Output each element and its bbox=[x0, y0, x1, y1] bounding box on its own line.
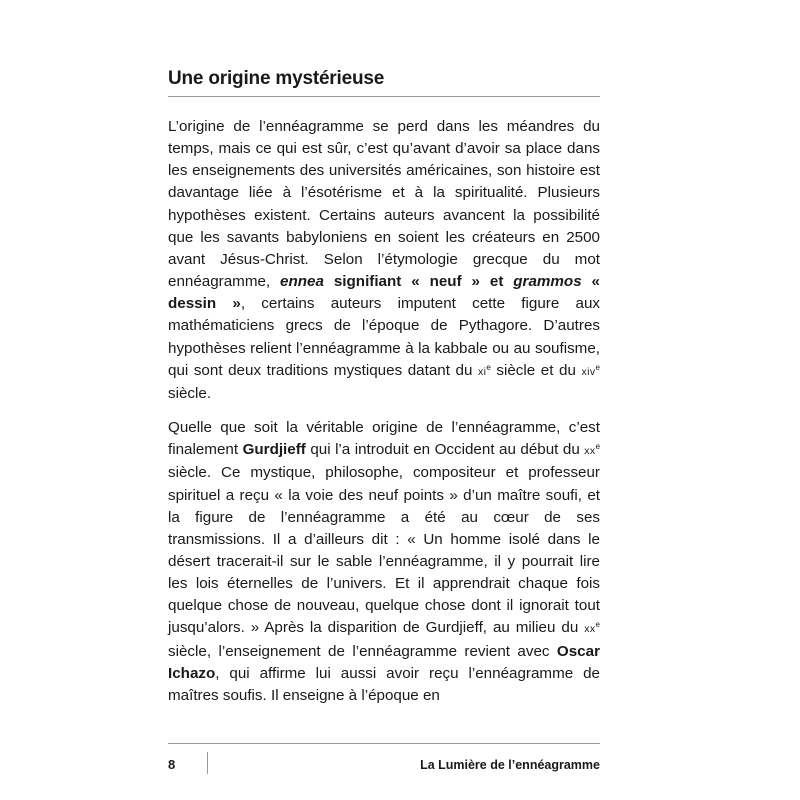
ordinal-suffix: e bbox=[595, 442, 601, 452]
text-run: qui l’a introduit en Occident au début du bbox=[305, 441, 585, 459]
ordinal-suffix: e bbox=[595, 620, 600, 630]
paragraph-gurdjieff bbox=[168, 417, 600, 707]
paragraph-origin bbox=[168, 116, 600, 405]
ordinal-suffix: e bbox=[595, 362, 600, 372]
meaning-neuf: signifiant « neuf » bbox=[323, 273, 480, 291]
meaning-dessin: « dessin » bbox=[168, 273, 600, 313]
text-run: , qui affirme lui aussi avoir reçu l’ennéagramme de maîtres soufis. Il enseigne à l’époque en bbox=[168, 664, 600, 704]
text-run: , certains auteurs imputent cette figure aux mathématiciens grecs de l’époque de Pythagore. D’autres hypothèses relient l’ennéagramme à la kabbale ou au soufisme, qui sont deux traditions mystiques datant du bbox=[168, 295, 601, 379]
running-book-title: La Lumière de l’ennéagramme bbox=[420, 758, 600, 772]
century-numeral: xi bbox=[477, 365, 487, 378]
text-run: Quelle que soit la véritable origine de l’ennéagramme, c’est finalement bbox=[168, 419, 600, 459]
footer-divider bbox=[207, 752, 208, 774]
page-content bbox=[168, 66, 600, 707]
text-run: siècle et du bbox=[490, 361, 582, 379]
page-number: 8 bbox=[168, 757, 176, 772]
name-gurdjieff: Gurdjieff bbox=[242, 441, 306, 459]
section-title: Une origine mystérieuse bbox=[168, 66, 600, 97]
text-run: siècle, l’enseignement de l’ennéagramme revient avec bbox=[168, 642, 557, 660]
name-oscar-ichazo: Oscar Ichazo bbox=[168, 642, 600, 682]
footer-rule bbox=[168, 743, 600, 744]
text-run: siècle. bbox=[168, 384, 212, 402]
century-numeral: xiv bbox=[581, 365, 596, 378]
century-numeral: xx bbox=[584, 623, 596, 636]
term-grammos: grammos bbox=[513, 273, 582, 291]
term-ennea: ennea bbox=[280, 273, 324, 291]
text-run: L’origine de l’ennéagramme se perd dans les méandres du temps, mais ce qui est sûr, c’est qu’avant d’avoir sa place dans les enseignements des universités américaines, son histoire est davantage liée à l’ésotérisme et à la spiritualité. Plusieurs hypothèses existent. Certains auteurs avancent la possibilité que les savants babyloniens en soient les créateurs en 2500 avant Jésus-Christ. Selon l’étymologie grecque du mot ennéagramme, bbox=[168, 118, 600, 291]
century-numeral: xx bbox=[584, 445, 596, 458]
conjunction-et: et bbox=[479, 273, 514, 291]
text-run: siècle. Ce mystique, philosophe, compositeur et professeur spirituel a reçu « la voie des neuf points » d’un maître soufi, et la figure de l’ennéagramme a été au cœur de ses transmissions. Il a d’ailleurs dit : « Un homme isolé dans le désert tracerait-il sur le sable l’ennéagramme, il y pourrait lire les lois éternelles de l’univers. Et il apprendrait chaque fois quelque chose de nouveau, quelque chose dont il ignorait tout jusqu’alors. » Après la disparition de Gurdjieff, au milieu du bbox=[168, 464, 600, 637]
ordinal-suffix: e bbox=[486, 362, 491, 372]
